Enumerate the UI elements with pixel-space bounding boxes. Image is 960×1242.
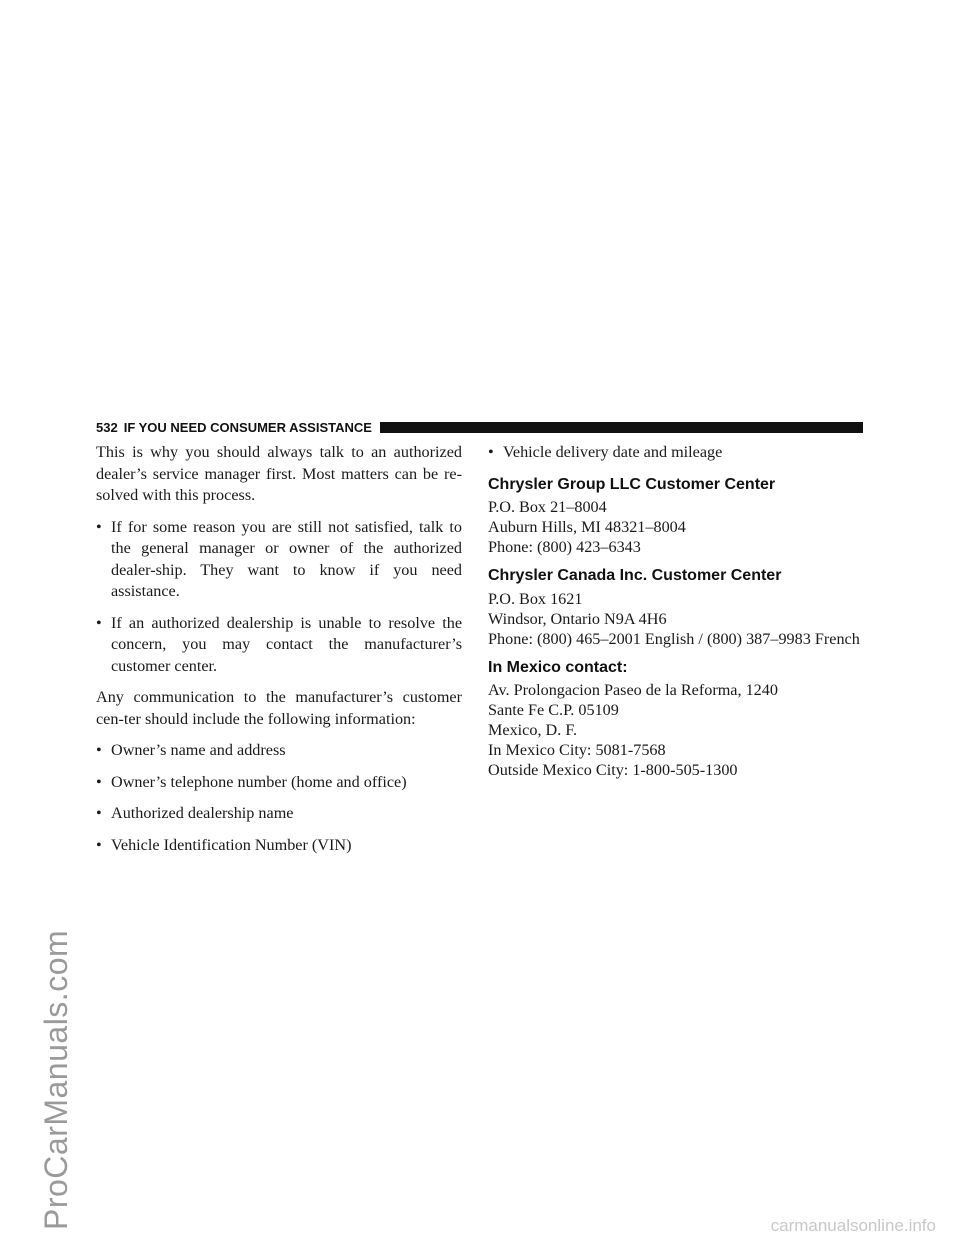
chrysler-us-heading: Chrysler Group LLC Customer Center bbox=[488, 475, 776, 493]
bullet-icon: • bbox=[96, 741, 102, 759]
list-item-text: Authorized dealership name bbox=[111, 804, 294, 822]
address-line: Av. Prolongacion Paseo de la Reforma, 1240 bbox=[488, 681, 778, 699]
list-item-text: Vehicle delivery date and mileage bbox=[503, 443, 723, 461]
page-header bbox=[96, 418, 863, 436]
list-item bbox=[96, 803, 462, 825]
bullet-icon: • bbox=[96, 835, 102, 854]
list-item bbox=[96, 835, 462, 857]
chrysler-us-address bbox=[488, 497, 864, 557]
list-item-text: Vehicle Identification Number (VIN) bbox=[111, 835, 352, 854]
phone-line: Phone: (800) 465–2001 English / (800) 387–9983 French bbox=[488, 629, 860, 648]
intro-paragraph: This is why you should always talk to an authorized dealer’s service manager first. Most matters can be re-solved with this process. bbox=[96, 443, 462, 504]
mexico-heading: In Mexico contact: bbox=[488, 658, 628, 676]
address-line: Windsor, Ontario N9A 4H6 bbox=[488, 609, 667, 628]
bullet-icon: • bbox=[96, 517, 102, 536]
bullet-icon: • bbox=[96, 772, 102, 791]
address-line: Auburn Hills, MI 48321–8004 bbox=[488, 518, 686, 536]
bullet-icon: • bbox=[96, 613, 102, 632]
left-column bbox=[96, 442, 462, 866]
header-rule bbox=[380, 422, 863, 433]
list-item bbox=[96, 740, 462, 762]
section-title: IF YOU NEED CONSUMER ASSISTANCE bbox=[123, 419, 372, 435]
right-column bbox=[488, 442, 864, 788]
page-number: 532 bbox=[96, 419, 118, 435]
address-line: P.O. Box 21–8004 bbox=[488, 498, 607, 516]
address-line: P.O. Box 1621 bbox=[488, 589, 583, 608]
bullet-icon: • bbox=[488, 443, 494, 461]
list-item bbox=[96, 772, 462, 794]
list-item-text: Owner’s telephone number (home and office) bbox=[111, 772, 407, 791]
list-item bbox=[96, 613, 462, 678]
phone-line: In Mexico City: 5081-7568 bbox=[488, 741, 666, 759]
chrysler-canada-heading: Chrysler Canada Inc. Customer Center bbox=[488, 567, 782, 584]
chrysler-canada-address bbox=[488, 589, 864, 649]
address-line: Sante Fe C.P. 05109 bbox=[488, 701, 619, 719]
phone-line: Outside Mexico City: 1-800-505-1300 bbox=[488, 761, 738, 779]
communication-paragraph: Any communication to the manufacturer’s customer cen-ter should include the following information: bbox=[96, 688, 462, 728]
list-item-text: If an authorized dealership is unable to resolve the concern, you may contact the manufacturer’s customer center. bbox=[111, 613, 462, 675]
side-watermark: ProCarManuals.com bbox=[38, 929, 74, 1230]
list-item bbox=[96, 517, 462, 603]
bottom-watermark: carmanualsonline.info bbox=[770, 1216, 936, 1235]
address-line: Mexico, D. F. bbox=[488, 721, 578, 739]
mexico-address bbox=[488, 680, 864, 780]
phone-line: Phone: (800) 423–6343 bbox=[488, 538, 641, 556]
list-item bbox=[488, 442, 864, 464]
list-item-text: Owner’s name and address bbox=[111, 741, 286, 759]
list-item-text: If for some reason you are still not satisfied, talk to the general manager or owner of the authorized dealer-ship. They want to know if you need assistance. bbox=[111, 517, 462, 600]
bullet-icon: • bbox=[96, 804, 102, 822]
